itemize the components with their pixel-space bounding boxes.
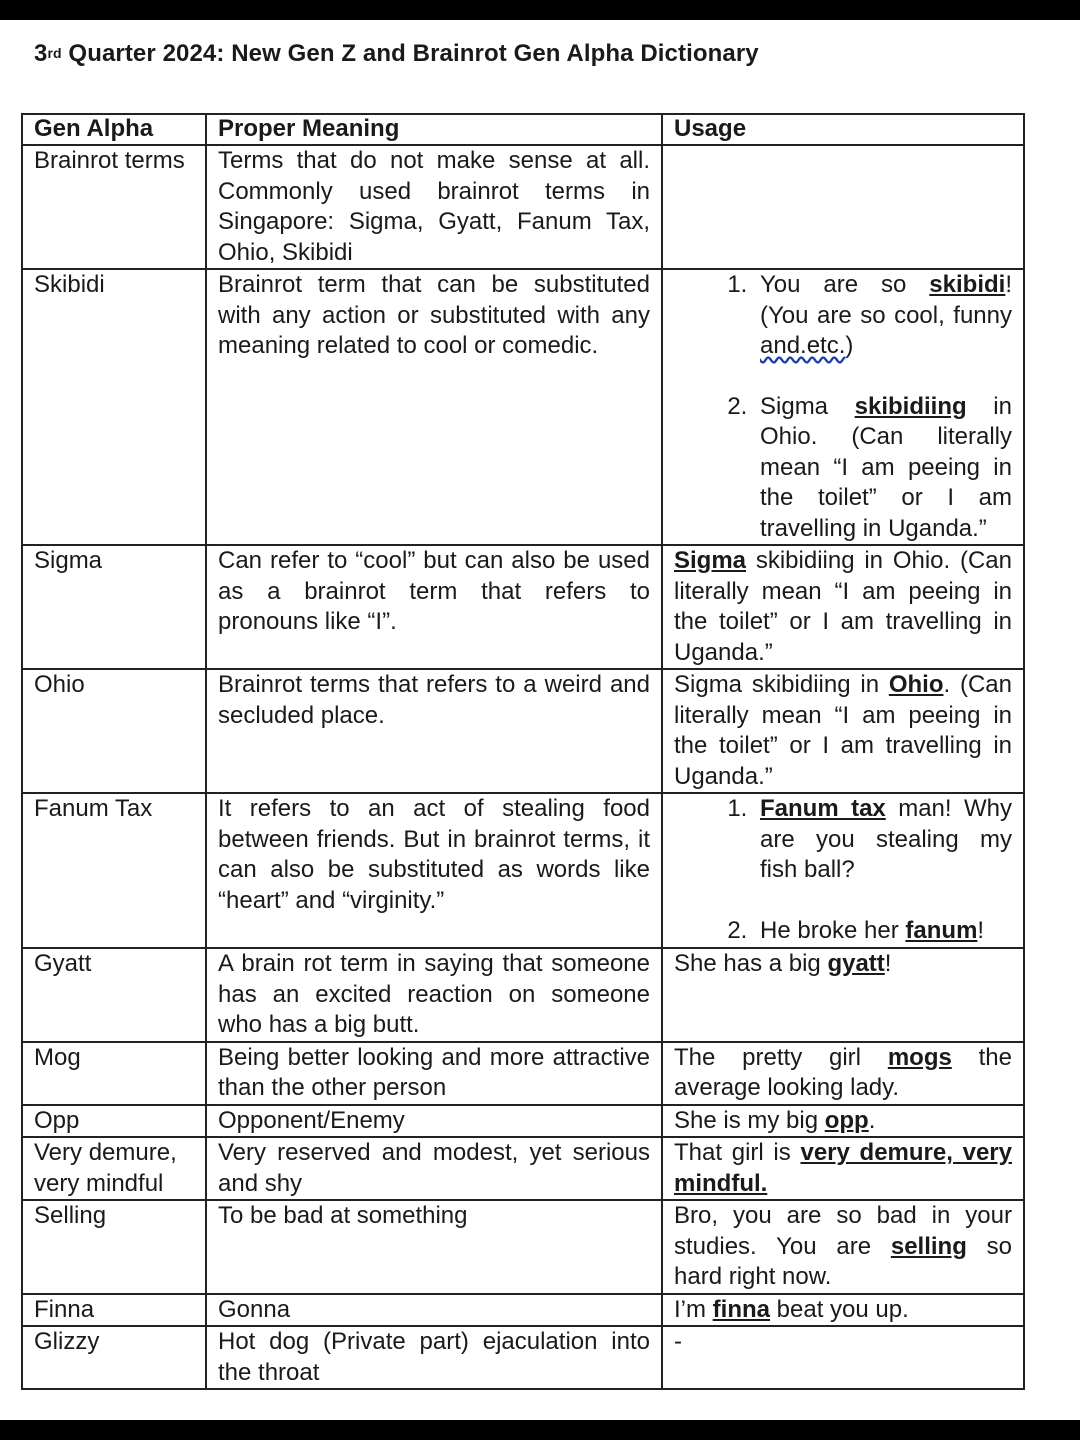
meaning-cell: Brainrot term that can be substituted with any action or substituted with any meaning related to cool or comedic. (206, 269, 662, 545)
usage-cell: - (662, 1326, 1024, 1389)
usage-cell: Sigma skibidiing in Ohio. (Can literally mean “I am peeing in the toilet” or I am travelling in Uganda.” (662, 669, 1024, 793)
meaning-cell: A brain rot term in saying that someone has an excited reaction on someone who has a big butt. (206, 948, 662, 1042)
table-row (22, 793, 1024, 948)
term-cell: Mog (22, 1042, 206, 1105)
table-row (22, 1200, 1024, 1294)
table-row (22, 1042, 1024, 1105)
term-cell: Fanum Tax (22, 793, 206, 948)
meaning-cell: Very reserved and modest, yet serious and shy (206, 1137, 662, 1200)
usage-list-item: 2. Sigma skibidiing in Ohio. (Can literally mean “I am peeing in the toilet” or I am travelling in Uganda.” (754, 392, 1012, 545)
dictionary-table (21, 113, 1025, 1390)
usage-list-item: 1. Fanum tax man! Why are you stealing my fish ball? (754, 794, 1012, 886)
term-cell: Brainrot terms (22, 145, 206, 269)
table-row (22, 269, 1024, 545)
usage-cell: That girl is very demure, very mindful. (662, 1137, 1024, 1200)
usage-cell (662, 793, 1024, 948)
meaning-cell: Hot dog (Private part) ejaculation into the throat (206, 1326, 662, 1389)
meaning-cell: Terms that do not make sense at all. Commonly used brainrot terms in Singapore: Sigma, Gyatt, Fanum Tax, Ohio, Skibidi (206, 145, 662, 269)
term-cell: Opp (22, 1105, 206, 1138)
term-cell: Finna (22, 1294, 206, 1327)
table-row (22, 948, 1024, 1042)
header-row (22, 114, 1024, 145)
term-cell: Very demure, very mindful (22, 1137, 206, 1200)
usage-cell: The pretty girl mogs the average looking lady. (662, 1042, 1024, 1105)
meaning-cell: Gonna (206, 1294, 662, 1327)
document-title: 3rd Quarter 2024: New Gen Z and Brainrot Gen Alpha Dictionary (34, 40, 759, 67)
meaning-cell: Opponent/Enemy (206, 1105, 662, 1138)
header-usage: Usage (662, 114, 1024, 145)
usage-cell: She is my big opp. (662, 1105, 1024, 1138)
usage-list-item: 2. He broke her fanum! (754, 916, 1012, 947)
term-cell: Ohio (22, 669, 206, 793)
usage-cell (662, 145, 1024, 269)
table-row (22, 145, 1024, 269)
usage-list-item: 1. You are so skibidi! (You are so cool, funny and.etc.) (754, 270, 1012, 362)
term-cell: Sigma (22, 545, 206, 669)
meaning-cell: Can refer to “cool” but can also be used as a brainrot term that refers to pronouns like “I”. (206, 545, 662, 669)
usage-cell: Bro, you are so bad in your studies. You are selling so hard right now. (662, 1200, 1024, 1294)
meaning-cell: It refers to an act of stealing food between friends. But in brainrot terms, it can also be substituted as words like “heart” and “virginity.” (206, 793, 662, 948)
table-row (22, 1294, 1024, 1327)
meaning-cell: To be bad at something (206, 1200, 662, 1294)
term-cell: Glizzy (22, 1326, 206, 1389)
header-proper-meaning: Proper Meaning (206, 114, 662, 145)
table-row (22, 669, 1024, 793)
usage-cell: She has a big gyatt! (662, 948, 1024, 1042)
term-cell: Selling (22, 1200, 206, 1294)
table-row (22, 1137, 1024, 1200)
bottom-black-bar (0, 1420, 1080, 1440)
term-cell: Skibidi (22, 269, 206, 545)
usage-cell: I’m finna beat you up. (662, 1294, 1024, 1327)
meaning-cell: Brainrot terms that refers to a weird and secluded place. (206, 669, 662, 793)
usage-cell (662, 269, 1024, 545)
top-black-bar (0, 0, 1080, 20)
meaning-cell: Being better looking and more attractive than the other person (206, 1042, 662, 1105)
header-gen-alpha: Gen Alpha (22, 114, 206, 145)
table-row (22, 1105, 1024, 1138)
term-cell: Gyatt (22, 948, 206, 1042)
usage-cell: Sigma skibidiing in Ohio. (Can literally mean “I am peeing in the toilet” or I am travelling in Uganda.” (662, 545, 1024, 669)
table-row (22, 1326, 1024, 1389)
table-row (22, 545, 1024, 669)
